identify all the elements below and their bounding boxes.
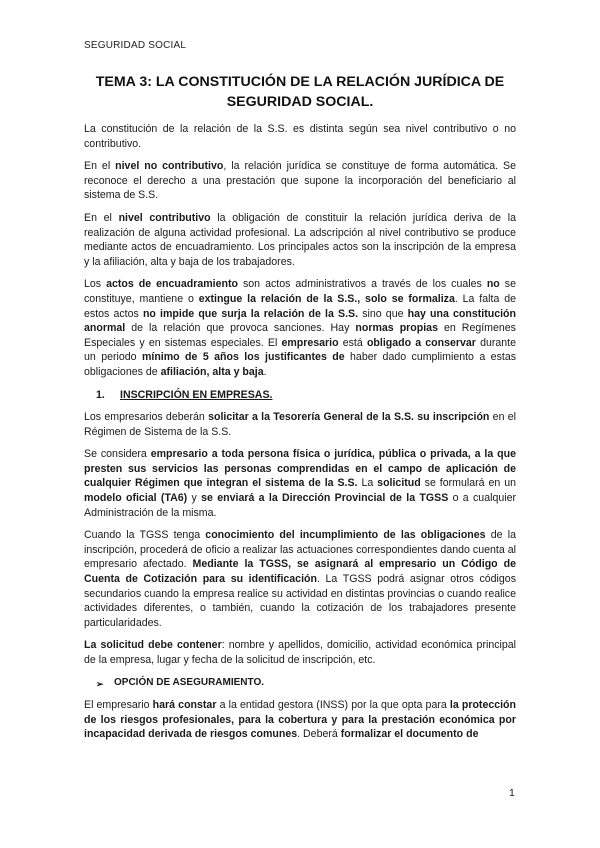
text-run: en Regímenes Especiales y en sistemas especiales. El xyxy=(84,322,516,349)
text-run: . Deberá xyxy=(297,728,341,741)
text-run: El empresario xyxy=(84,699,153,712)
text-run: Los xyxy=(84,278,107,291)
bold-run: actos de encuadramiento xyxy=(106,278,238,291)
text-run: o a cualquier Administración de la misma. xyxy=(84,492,516,519)
bold-run: nivel no contributivo xyxy=(115,160,224,173)
section-heading-inscripcion xyxy=(84,388,516,403)
text-run: Se considera xyxy=(84,448,151,461)
bold-run: conocimiento del incumplimiento de las obligaciones xyxy=(205,529,486,542)
text-run: . La TGSS podrá asignar otros códigos secundarios cuando la empresa realice su actividad en distintas provincias o cuando realice actividades diferentes, o también, cuando la cotización de los trabajadores presente particularidades. xyxy=(84,573,516,629)
bold-run: no xyxy=(486,278,500,291)
text-run: a la entidad gestora (INSS) por la que opta para xyxy=(216,699,450,712)
text-run: y xyxy=(187,492,202,505)
text-run: en el Régimen de Sistema de la S.S. xyxy=(84,411,516,438)
text-run: de la inscripción, procederá de oficio a realizar las actuaciones correspondientes dando cuenta al empresario afectado. xyxy=(84,529,516,571)
page-title xyxy=(84,72,516,112)
bold-run: normas propias xyxy=(355,322,438,335)
paragraph-text: La constitución de la relación de la S.S. es distinta según sea nivel contributivo o no contributivo. xyxy=(84,123,516,150)
paragraph-actos-encuadramiento xyxy=(84,277,516,379)
text-run: . xyxy=(263,365,267,378)
paragraph-contenido-solicitud xyxy=(84,638,516,667)
bold-run: empresario a toda persona física o jurídica, pública o privada, a la que presten sus servicios las personas comprendidas en el campo de aplicación de cualquier Régimen que integran el sistema de la S.S. xyxy=(84,448,517,490)
bold-run: mínimo de 5 años los justificantes de xyxy=(141,351,345,364)
bold-run: solicitud xyxy=(377,477,421,490)
paragraph-no-contributivo xyxy=(84,159,516,203)
text-run: La xyxy=(357,477,378,490)
section-number: 1. xyxy=(96,388,105,401)
arrow-bullet-icon: ➢ xyxy=(96,678,104,689)
bold-run: La solicitud debe contener xyxy=(84,639,222,652)
bold-run: extingue la relación de la S.S., solo se formaliza xyxy=(198,292,455,305)
bold-run: empresario xyxy=(281,336,339,349)
text-run: de la relación que provoca sanciones. Hay xyxy=(125,322,356,335)
bold-run: se enviará a la Dirección Provincial de la TGSS xyxy=(201,492,449,505)
bold-run: afiliación, alta y baja xyxy=(160,365,264,378)
bold-run: nivel contributivo xyxy=(118,211,211,224)
bold-run: formalizar el documento de xyxy=(340,728,479,741)
bold-run: Mediante la TGSS, se asignará al empresario un Código de Cuenta de Cotización para su identificación xyxy=(84,558,516,586)
text-run: está xyxy=(338,336,367,349)
paragraph-intro xyxy=(84,122,516,151)
text-run: se constituye, mantiene o xyxy=(84,278,516,305)
text-run: En el xyxy=(84,160,116,173)
bold-run: modelo oficial (TA6) xyxy=(84,492,188,505)
bold-run: no impide que surja la relación de la S.S. xyxy=(142,307,359,320)
text-run: Los empresarios deberán xyxy=(84,411,209,424)
paragraph-definicion-empresario xyxy=(84,447,516,520)
title-line-1: TEMA 3: LA CONSTITUCIÓN DE LA RELACIÓN JURÍDICA DE xyxy=(95,74,505,90)
section-title: INSCRIPCIÓN EN EMPRESAS. xyxy=(120,388,273,401)
subsection-heading-aseguramiento xyxy=(84,676,516,691)
title-line-2: SEGURIDAD SOCIAL. xyxy=(226,94,374,110)
bold-run: obligado a conservar xyxy=(366,336,476,349)
text-run: sino que xyxy=(358,307,408,320)
text-run: se formulará en un xyxy=(420,477,516,490)
paragraph-incumplimiento-tgss xyxy=(84,528,516,630)
text-run: : nombre y apellidos, domicilio, actividad económica principal de la empresa, lugar y fecha de la solicitud de inscripción, etc. xyxy=(84,639,517,666)
text-run: Cuando la TGSS tenga xyxy=(84,529,206,542)
text-run: la obligación de constituir la relación jurídica deriva de la realización de alguna actividad profesional. La adscripción al nivel contributivo se produce mediante actos de encuadramiento. Los principales actos son la inscripción de la empresa y la afiliación, alta y baja de los trabajadores. xyxy=(84,211,517,268)
subsection-title: OPCIÓN DE ASEGURAMIENTO. xyxy=(114,676,265,688)
text-run: haber dado cumplimiento a estas obligaciones de xyxy=(84,351,517,378)
bold-run: hará constar xyxy=(152,699,217,712)
running-header: SEGURIDAD SOCIAL xyxy=(84,40,187,51)
document-body xyxy=(84,122,516,750)
text-run: durante un periodo xyxy=(84,336,517,364)
bold-run: solicitar a la Tesorería General de la S.S. su inscripción xyxy=(208,411,490,424)
paragraph-solicitud-tesoreria xyxy=(84,410,516,439)
bold-run: la protección de los riesgos profesionales, para la cobertura y para la prestación económica por incapacidad derivada de riesgos comunes xyxy=(84,699,517,741)
text-run: En el xyxy=(84,211,119,224)
text-run: , la relación jurídica se constituye de forma automática. Se reconoce el derecho a una prestación que supone la incorporación del beneficiario al sistema de S.S. xyxy=(84,160,516,202)
paragraph-opcion-aseguramiento xyxy=(84,698,516,742)
text-run: . La falta de estos actos xyxy=(84,292,516,320)
paragraph-contributivo xyxy=(84,211,516,269)
text-run: son actos administrativos a través de los cuales xyxy=(237,278,487,291)
bold-run: hay una constitución anormal xyxy=(84,307,517,335)
page-number: 1 xyxy=(509,787,515,799)
